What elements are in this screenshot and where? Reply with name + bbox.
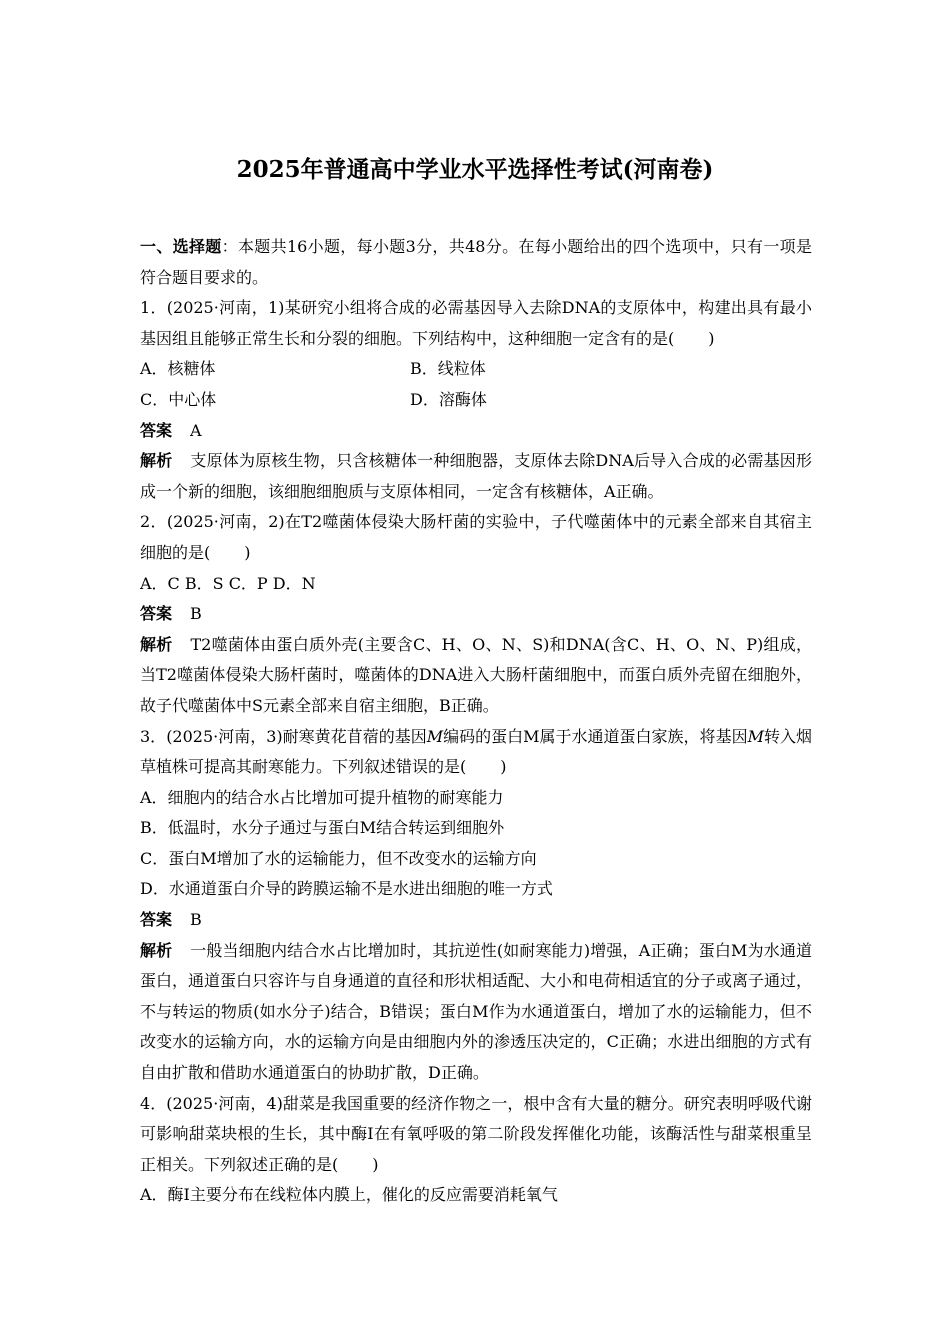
section-heading: 一、选择题 xyxy=(140,237,222,256)
analysis-text: 支原体为原核生物，只含核糖体一种细胞器，支原体去除DNA后导入合成的必需基因形成一个新的细胞，该细胞细胞质与支原体相同，一定含有核糖体，A正确。 xyxy=(140,451,812,501)
option-b: B．低温时，水分子通过与蛋白M结合转运到细胞外 xyxy=(140,818,505,838)
page-title: 2025年普通高中学业水平选择性考试(河南卷) xyxy=(236,156,714,183)
question-3-stem xyxy=(140,722,812,783)
question-1-options-row-2 xyxy=(140,385,812,416)
analysis-text: T2噬菌体由蛋白质外壳(主要含C、H、O、N、S)和DNA(含C、H、O、N、P)组成，当T2噬菌体侵染大肠杆菌时，噬菌体的DNA进入大肠杆菌细胞中，而蛋白质外壳留在细胞外，故子代噬菌体中S元素全部来自宿主细胞，B正确。 xyxy=(140,634,812,715)
question-1-analysis xyxy=(140,446,812,507)
option-c: C．蛋白M增加了水的运输能力，但不改变水的运输方向 xyxy=(140,848,537,868)
gene-name: M xyxy=(747,726,764,746)
option-b: B．线粒体 xyxy=(410,359,486,379)
section-intro-text: ：本题共16小题，每小题3分，共48分。在每小题给出的四个选项中，只有一项是符合题目要求的。 xyxy=(140,237,812,287)
question-3-text-c: 转入烟草植株可提高其耐寒能力。下列叙述错误的是( xyxy=(140,726,812,777)
question-4-text: 4．(2025·河南，4)甜菜是我国重要的经济作物之一，根中含有大量的糖分。研究表明呼吸代谢可影响甜菜块根的生长，其中酶Ⅰ在有氧呼吸的第二阶段发挥催化功能，该酶活性与甜菜根重呈正相关。下列叙述正确的是( xyxy=(140,1093,812,1174)
question-1-answer xyxy=(140,416,812,447)
document-body xyxy=(140,232,812,1211)
answer-value: A xyxy=(190,420,202,440)
analysis-label: 解析 xyxy=(140,940,173,960)
answer-label: 答案 xyxy=(140,420,173,440)
question-1-close: ) xyxy=(708,328,715,348)
question-2-options: A．C B．S C．P D．N xyxy=(140,573,316,593)
question-1-text: 1．(2025·河南，1)某研究小组将合成的必需基因导入去除DNA的支原体中，构建出具有最小基因组且能够正常生长和分裂的细胞。下列结构中，这种细胞一定含有的是( xyxy=(140,298,812,348)
question-1-stem xyxy=(140,293,812,354)
question-2-close: ) xyxy=(244,542,251,562)
question-3-analysis xyxy=(140,936,812,1089)
gene-name: M xyxy=(426,726,444,746)
analysis-text: 一般当细胞内结合水占比增加时，其抗逆性(如耐寒能力)增强，A正确；蛋白M为水通道蛋白，通道蛋白只容许与自身通道的直径和形状相适配、大小和电荷相适宜的分子或离子通过，不与转运的物质(如水分子)结合，B错误；蛋白M作为水通道蛋白，增加了水的运输能力，但不改变水的运输方向，水的运输方向是由细胞内外的渗透压决定的，C正确；水进出细胞的方式有自由扩散和借助水通道蛋白的协助扩散，D正确。 xyxy=(140,940,813,1083)
answer-label: 答案 xyxy=(140,604,173,624)
option-a: A．酶Ⅰ主要分布在线粒体内膜上，催化的反应需要消耗氧气 xyxy=(140,1185,558,1205)
question-3-text-a: 3．(2025·河南，3)耐寒黄花苜蓿的基因 xyxy=(140,726,427,746)
question-2-analysis xyxy=(140,630,812,722)
question-3-close: ) xyxy=(500,757,507,777)
question-4-stem xyxy=(140,1089,812,1181)
option-a: A．核糖体 xyxy=(140,359,216,379)
question-3-answer xyxy=(140,905,812,936)
section-intro xyxy=(140,232,812,293)
question-1-options-row-1 xyxy=(140,354,812,385)
analysis-label: 解析 xyxy=(140,451,173,471)
question-3-text-b: 编码的蛋白M属于水通道蛋白家族，将基因 xyxy=(443,726,748,746)
answer-value: B xyxy=(190,910,202,930)
question-2-answer xyxy=(140,599,812,630)
answer-value: B xyxy=(190,604,202,624)
question-2-text: 2．(2025·河南，2)在T2噬菌体侵染大肠杆菌的实验中，子代噬菌体中的元素全部来自其宿主细胞的是( xyxy=(140,512,812,562)
question-2-stem xyxy=(140,507,812,568)
option-d: D．溶酶体 xyxy=(410,389,487,409)
question-4-close: ) xyxy=(372,1154,379,1174)
answer-label: 答案 xyxy=(140,910,173,930)
option-a: A．细胞内的结合水占比增加可提升植物的耐寒能力 xyxy=(140,787,504,807)
option-d: D．水通道蛋白介导的跨膜运输不是水进出细胞的唯一方式 xyxy=(140,879,553,899)
analysis-label: 解析 xyxy=(140,634,173,654)
option-c: C．中心体 xyxy=(140,389,217,409)
